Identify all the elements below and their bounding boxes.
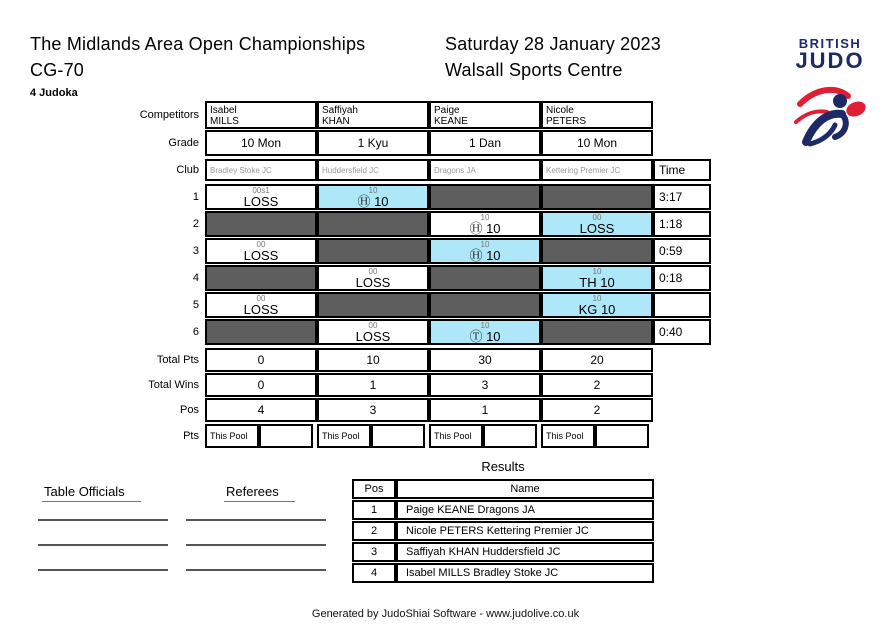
competitor-last-name: PETERS <box>546 116 587 127</box>
judoka-count: 4 Judoka <box>30 87 78 99</box>
this-pool-cell: This Pool <box>541 424 595 448</box>
club-cell: Bradley Stoke JC <box>205 159 317 181</box>
row-label-pos: Pos <box>180 404 199 416</box>
match-cell <box>317 184 429 210</box>
score-code: 00 <box>256 240 266 249</box>
result-name: Paige KEANE Dragons JA <box>396 500 654 520</box>
results-row <box>352 563 654 583</box>
event-date: Saturday 28 January 2023 <box>445 34 661 54</box>
match-row <box>137 184 711 210</box>
result-name: Isabel MILLS Bradley Stoke JC <box>396 563 654 583</box>
table-officials-label: Table Officials <box>42 484 141 502</box>
match-number: 2 <box>192 218 199 230</box>
grade-cell: 1 Dan <box>429 130 541 156</box>
club-cell: Dragons JA <box>429 159 541 181</box>
match-row <box>137 319 711 345</box>
signature-line <box>38 569 168 571</box>
judoka-figure-icon <box>790 80 870 148</box>
event-title: The Midlands Area Open Championships <box>30 34 366 54</box>
results-col-pos: Pos <box>352 479 396 499</box>
match-cell <box>541 265 653 291</box>
score-main: LOSS <box>579 221 615 236</box>
match-cell <box>541 292 653 318</box>
this-pool-cell: This Pool <box>317 424 371 448</box>
score-main: LOSS <box>355 329 391 344</box>
match-cell-idle <box>429 184 541 210</box>
match-number: 4 <box>192 272 199 284</box>
results-row <box>352 521 654 541</box>
match-cell <box>205 292 317 318</box>
score-code: 00 <box>256 294 266 303</box>
score-code: 10 <box>592 294 602 303</box>
results-table <box>352 479 654 583</box>
competitor-last-name: KHAN <box>322 116 350 127</box>
time-cell: 1:18 <box>653 211 711 237</box>
match-number: 3 <box>192 245 199 257</box>
score-main: LOSS <box>243 194 279 209</box>
total-pts-cell: 10 <box>317 348 429 372</box>
time-cell <box>653 292 711 318</box>
match-cell <box>429 211 541 237</box>
logo-text-british: BRITISH <box>798 36 862 51</box>
grade-row <box>137 130 711 156</box>
row-label-competitors: Competitors <box>139 109 199 121</box>
score-code: 00 <box>368 321 378 330</box>
row-label-pts: Pts <box>183 430 199 442</box>
result-name: Nicole PETERS Kettering Premier JC <box>396 521 654 541</box>
referees-heading <box>224 484 295 502</box>
this-pool-cell: This Pool <box>205 424 259 448</box>
pos-cell: 2 <box>541 398 653 422</box>
match-cell-idle <box>205 265 317 291</box>
match-cell-idle <box>541 184 653 210</box>
competitor-first-name: Paige <box>434 105 460 116</box>
competitor-first-name: Nicole <box>546 105 574 116</box>
score-main: LOSS <box>243 302 279 317</box>
score-main: KG 10 <box>578 302 616 317</box>
score-code: 10 <box>480 240 490 249</box>
competitor-first-name: Isabel <box>210 105 237 116</box>
results-header <box>352 479 654 499</box>
score-code: 10 <box>480 213 490 222</box>
pts-row <box>137 424 711 448</box>
time-column-header: Time <box>653 159 711 181</box>
match-cell-idle <box>541 319 653 345</box>
grade-cell: 10 Mon <box>205 130 317 156</box>
match-cell-idle <box>317 211 429 237</box>
event-category: CG-70 <box>30 60 85 80</box>
score-code: 10 <box>368 186 378 195</box>
competitor-cell <box>541 101 653 129</box>
total-pts-cell: 0 <box>205 348 317 372</box>
match-cell <box>205 184 317 210</box>
score-main: TH 10 <box>579 275 615 290</box>
score-main: Ⓗ 10 <box>357 194 389 209</box>
score-main: Ⓗ 10 <box>469 248 501 263</box>
pool-sheet <box>137 101 711 448</box>
pos-row <box>137 398 711 422</box>
match-cell-idle <box>541 238 653 264</box>
score-main: LOSS <box>355 275 391 290</box>
total-wins-cell: 3 <box>429 373 541 397</box>
row-label-grade: Grade <box>168 137 199 149</box>
pts-blank-cell <box>259 424 313 448</box>
logo-text-judo: JUDO <box>795 48 865 73</box>
club-cell: Huddersfield JC <box>317 159 429 181</box>
pts-blank-cell <box>595 424 649 448</box>
match-cell-idle <box>205 211 317 237</box>
score-code: 10 <box>592 267 602 276</box>
match-cell <box>429 238 541 264</box>
match-cell <box>541 211 653 237</box>
total-pts-cell: 30 <box>429 348 541 372</box>
total-wins-row <box>137 373 711 397</box>
time-cell: 0:18 <box>653 265 711 291</box>
match-row <box>137 265 711 291</box>
total-wins-cell: 0 <box>205 373 317 397</box>
match-cell-idle <box>317 292 429 318</box>
table-officials-heading <box>42 484 141 502</box>
competitor-first-name: Saffiyah <box>322 105 358 116</box>
signature-line <box>38 519 168 521</box>
score-main: LOSS <box>243 248 279 263</box>
total-wins-cell: 1 <box>317 373 429 397</box>
score-code: 10 <box>480 321 490 330</box>
pts-pair <box>317 424 425 448</box>
competitors-row <box>137 101 711 129</box>
total-pts-cell: 20 <box>541 348 653 372</box>
match-row <box>137 238 711 264</box>
match-number: 5 <box>192 299 199 311</box>
pos-cell: 3 <box>317 398 429 422</box>
pts-blank-cell <box>371 424 425 448</box>
match-cell <box>317 319 429 345</box>
total-pts-row <box>137 348 711 372</box>
footer-text: Generated by JudoShiai Software - www.judolive.co.uk <box>311 608 580 620</box>
time-cell: 3:17 <box>653 184 711 210</box>
pos-cell: 4 <box>205 398 317 422</box>
time-cell: 0:59 <box>653 238 711 264</box>
match-cell <box>317 265 429 291</box>
row-label-club: Club <box>176 164 199 176</box>
row-label-total-wins: Total Wins <box>148 379 199 391</box>
signature-line <box>186 519 326 521</box>
pts-pair <box>429 424 537 448</box>
event-venue: Walsall Sports Centre <box>445 60 623 80</box>
score-code: 00 <box>592 213 602 222</box>
club-row <box>137 159 711 181</box>
score-main: Ⓗ 10 <box>469 221 501 236</box>
match-row <box>137 211 711 237</box>
results-col-name: Name <box>396 479 654 499</box>
match-number: 1 <box>192 191 199 203</box>
competitor-cell <box>205 101 317 129</box>
signature-line <box>186 569 326 571</box>
competitor-cell <box>317 101 429 129</box>
pos-cell: 1 <box>429 398 541 422</box>
result-pos: 3 <box>352 542 396 562</box>
match-cell-idle <box>317 238 429 264</box>
this-pool-cell: This Pool <box>429 424 483 448</box>
competitor-last-name: MILLS <box>210 116 239 127</box>
match-cell <box>205 238 317 264</box>
row-label-total-pts: Total Pts <box>156 354 199 366</box>
result-pos: 2 <box>352 521 396 541</box>
grade-cell: 10 Mon <box>541 130 653 156</box>
match-cell <box>429 319 541 345</box>
result-name: Saffiyah KHAN Huddersfield JC <box>396 542 654 562</box>
results-row <box>352 542 654 562</box>
competitor-cell <box>429 101 541 129</box>
score-code: 00s1 <box>252 186 270 195</box>
club-cell: Kettering Premier JC <box>541 159 653 181</box>
match-cell-idle <box>205 319 317 345</box>
result-pos: 1 <box>352 500 396 520</box>
match-cell-idle <box>429 265 541 291</box>
pts-blank-cell <box>483 424 537 448</box>
british-judo-logo <box>788 36 872 153</box>
signature-line <box>38 544 168 546</box>
score-code: 00 <box>368 267 378 276</box>
grade-cell: 1 Kyu <box>317 130 429 156</box>
pts-pair <box>541 424 649 448</box>
total-wins-cell: 2 <box>541 373 653 397</box>
competitor-last-name: KEANE <box>434 116 468 127</box>
signature-line <box>186 544 326 546</box>
referees-label: Referees <box>224 484 295 502</box>
match-cell-idle <box>429 292 541 318</box>
pts-pair <box>205 424 313 448</box>
match-number: 6 <box>192 326 199 338</box>
time-cell: 0:40 <box>653 319 711 345</box>
match-row <box>137 292 711 318</box>
score-main: Ⓣ 10 <box>469 329 501 344</box>
results-title: Results <box>481 459 525 474</box>
result-pos: 4 <box>352 563 396 583</box>
results-row <box>352 500 654 520</box>
